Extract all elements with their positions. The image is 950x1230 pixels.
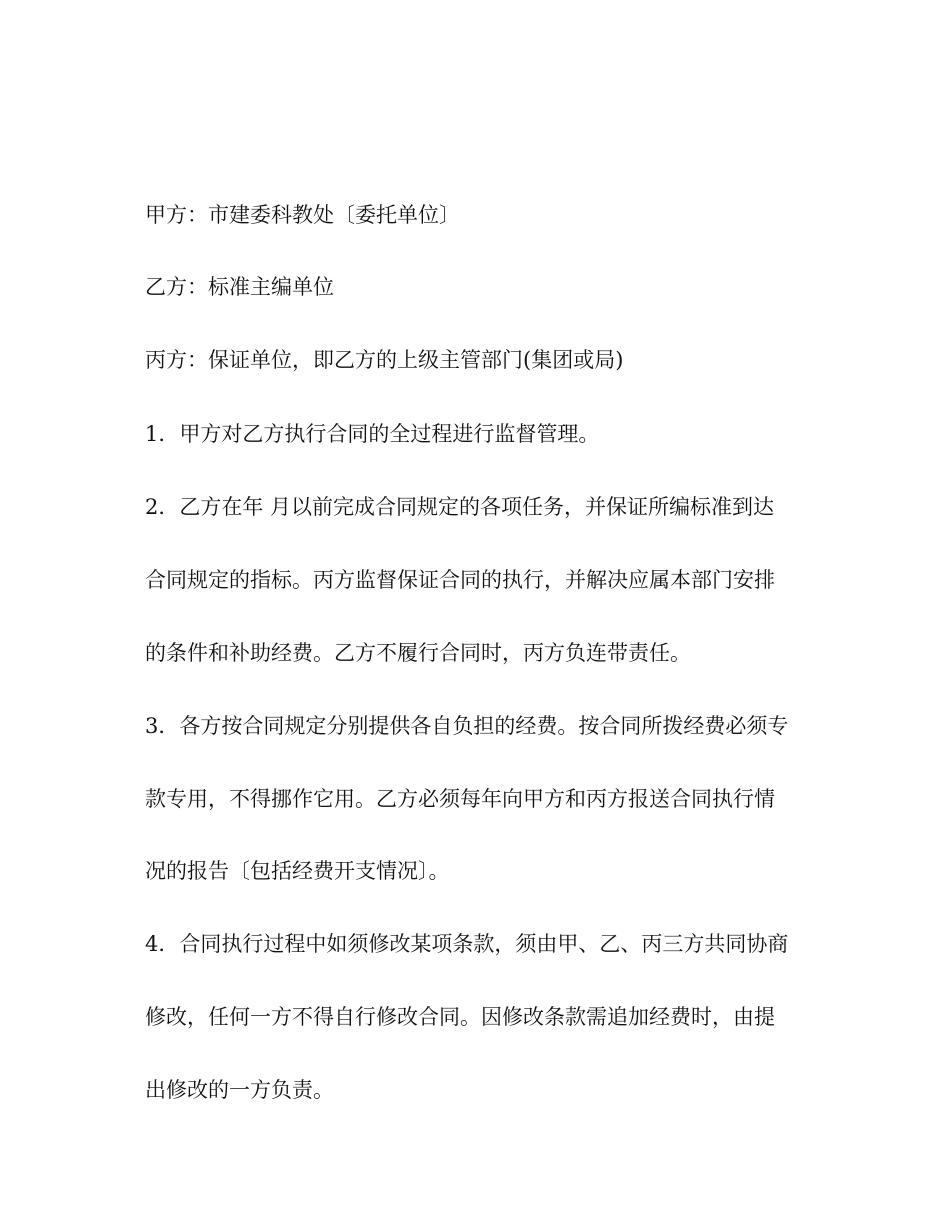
party-c-line: 丙方：保证单位，即乙方的上级主管部门(集团或局) — [145, 348, 624, 372]
clause-3-line-1: 3．各方按合同规定分别提供各自负担的经费。按合同所拨经费必须专 — [145, 714, 789, 738]
clause-4-line-3: 出修改的一方负责。 — [145, 1078, 334, 1102]
clause-2-line-2: 合同规定的指标。丙方监督保证合同的执行，并解决应属本部门安排 — [145, 568, 775, 592]
clause-3-line-3: 况的报告〔包括经费开支情况〕。 — [145, 859, 450, 883]
clause-2-line-1: 2．乙方在年 月以前完成合同规定的各项任务，并保证所编标准到达 — [145, 495, 775, 519]
clause-2-line-3: 的条件和补助经费。乙方不履行合同时，丙方负连带责任。 — [145, 641, 691, 665]
party-a-line: 甲方：市建委科教处〔委托单位〕 — [145, 203, 460, 227]
clause-4-line-1: 4．合同执行过程中如须修改某项条款，须由甲、乙、丙三方共同协商 — [145, 932, 789, 956]
clause-3-line-2: 款专用，不得挪作它用。乙方必须每年向甲方和丙方报送合同执行情 — [145, 787, 775, 811]
party-b-line: 乙方：标准主编单位 — [145, 275, 334, 299]
clause-4-line-2: 修改，任何一方不得自行修改合同。因修改条款需追加经费时，由提 — [145, 1005, 775, 1029]
clause-1-line-1: 1．甲方对乙方执行合同的全过程进行监督管理。 — [145, 422, 600, 446]
